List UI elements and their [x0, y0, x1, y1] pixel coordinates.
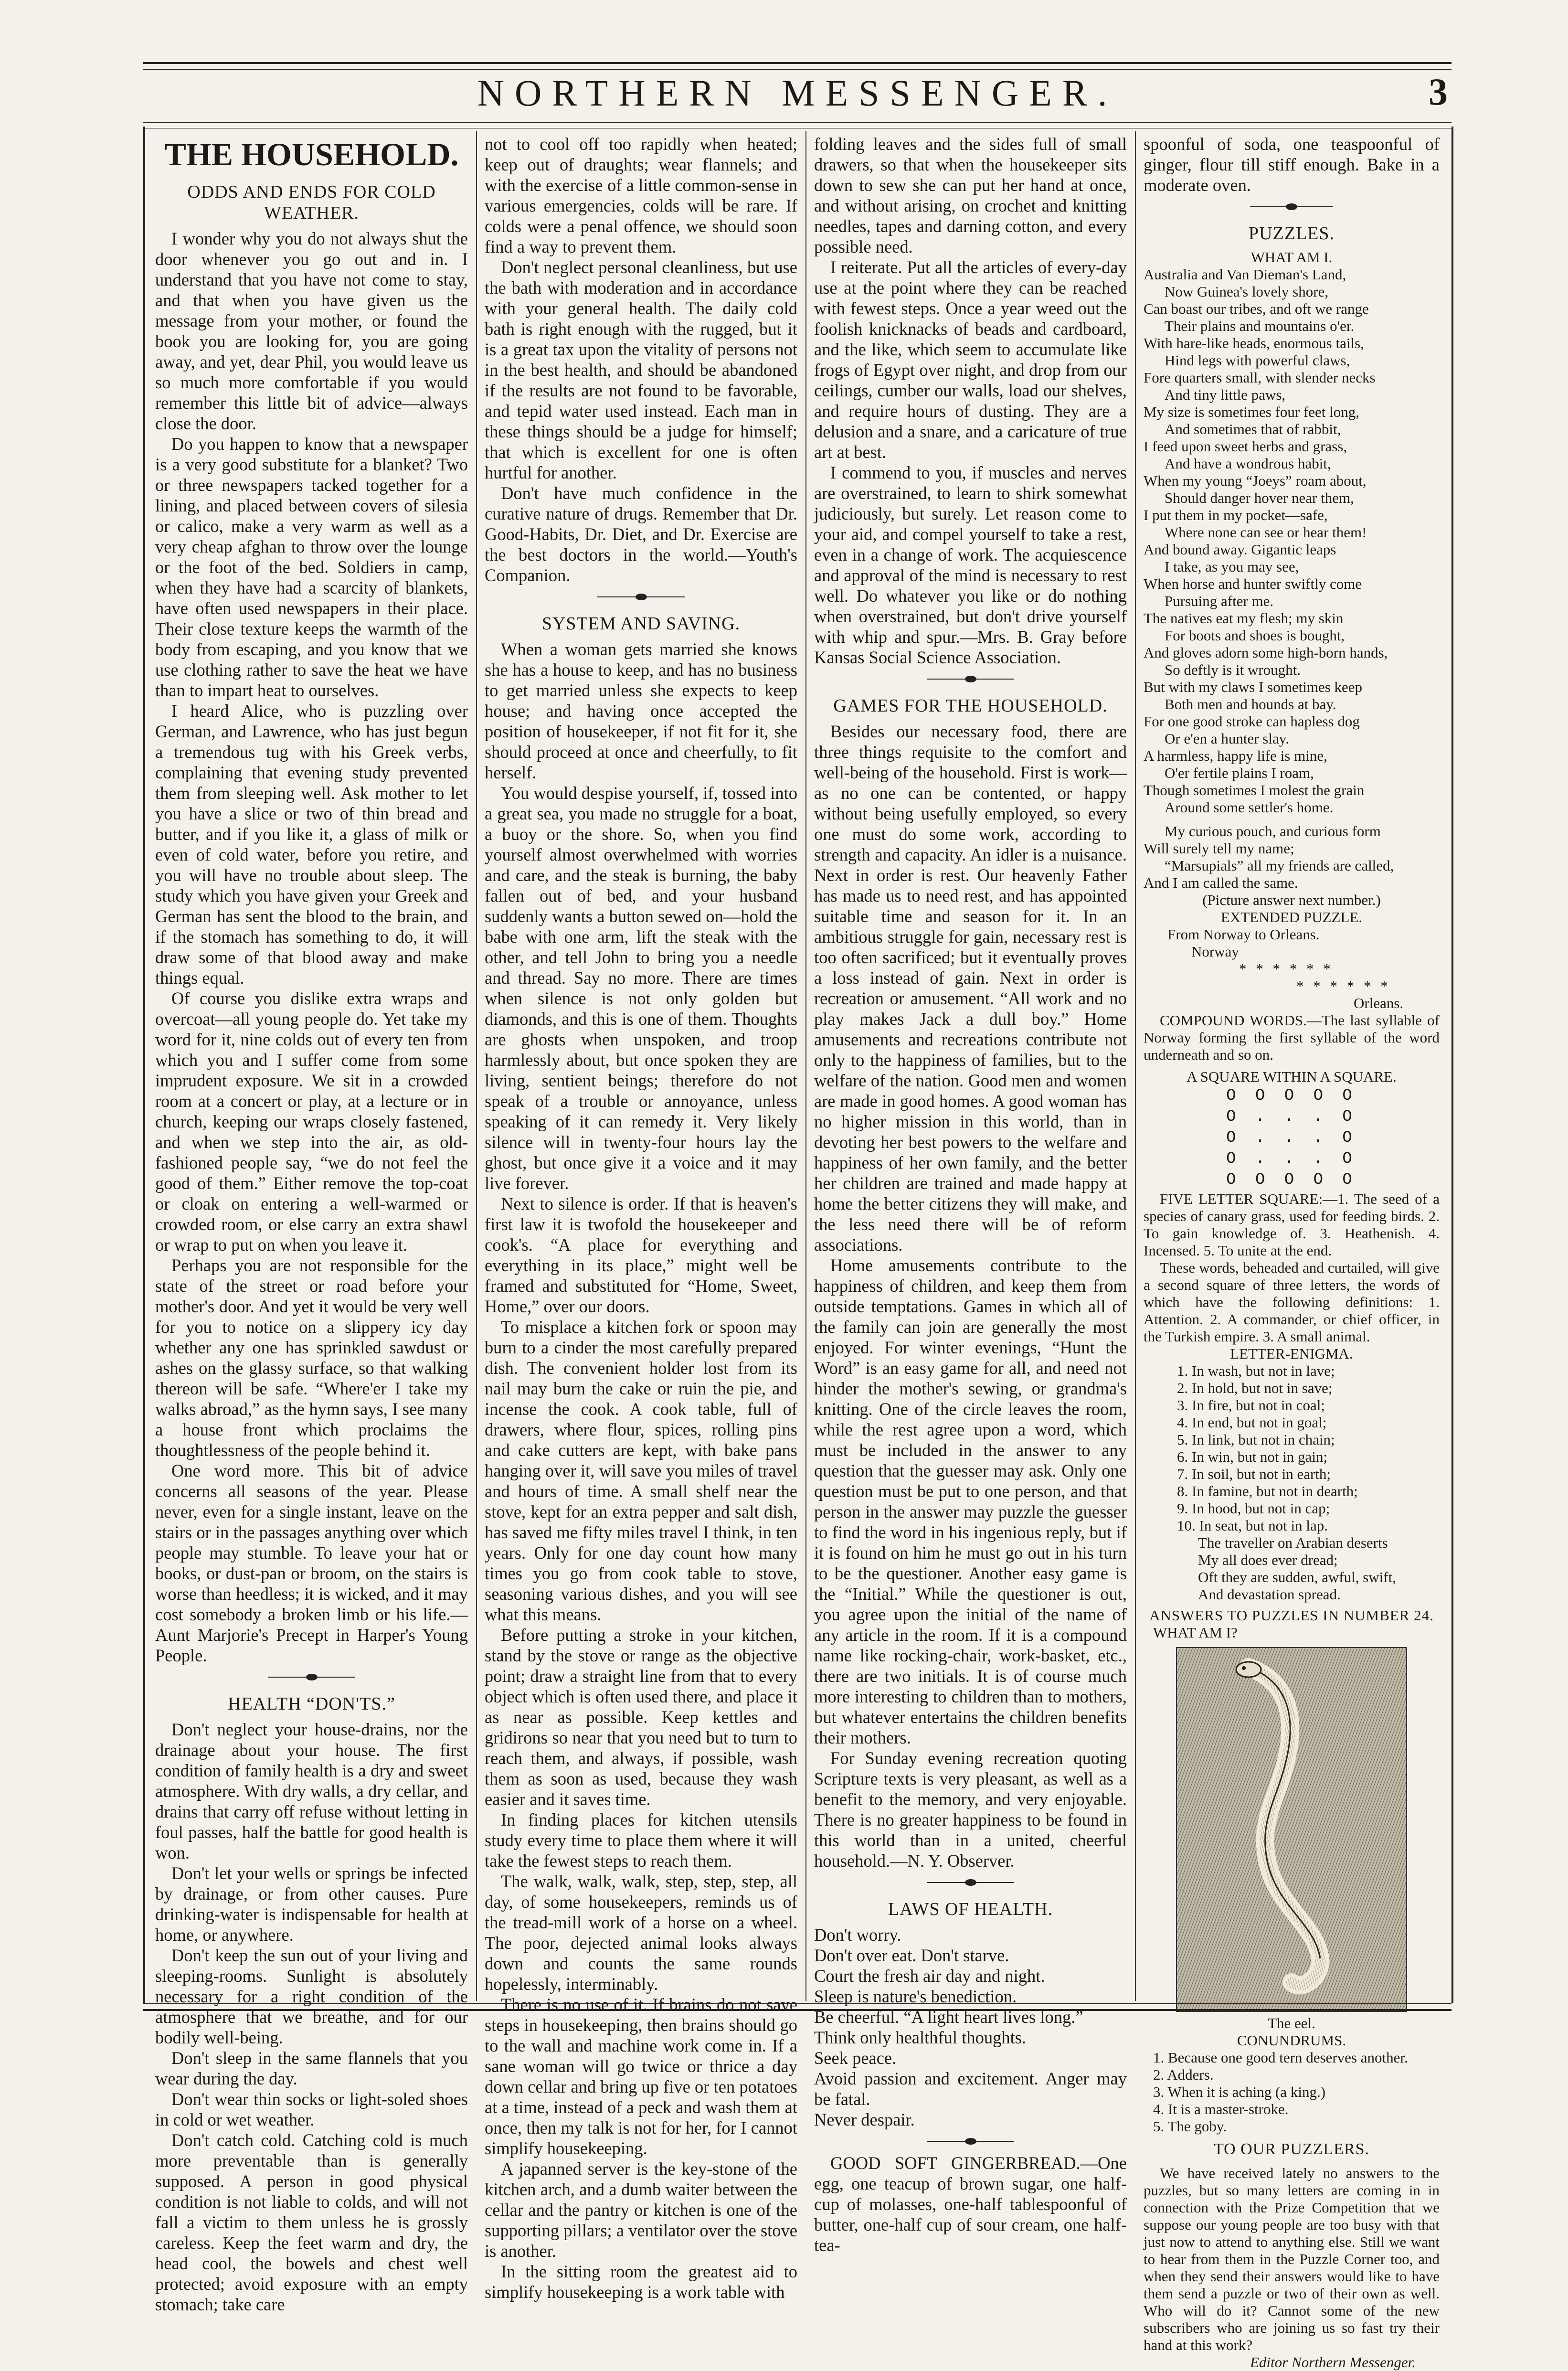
poem-line: Though sometimes I molest the grain: [1144, 782, 1365, 798]
article-heading: LAWS OF HEALTH.: [888, 1899, 1053, 1919]
puzzle-heading: WHAT AM I.: [1250, 249, 1333, 266]
poem-line: Will surely tell my name;: [1144, 840, 1294, 857]
enigma-line: The traveller on Arabian deserts: [1198, 1534, 1388, 1551]
top-rule: [143, 62, 1451, 70]
enigma-line: 9. In hood, but not in cap;: [1177, 1500, 1330, 1517]
poem-line: For boots and shoes is bought,: [1165, 627, 1345, 644]
paragraph: Home amusements contribute to the happiness of children, and keep them from outside temptations. Games in which all of the family can join are generally the most enjoyed. For winter evenings, “Hunt the Word” is an easy game for all, and need not hinder the mother's sewing, or grandma's knitting. One of the circle leaves the room, while the rest agree upon a word, which must be included in the answer to any question that the guesser may ask. Only one question must be put to one person, and that person in the answer may puzzle the guesser to find the word in his ingenious reply, but if it is found on him he must go out in his turn to be the questioner. Another easy game is the “Initial.” While the questioner is out, you agree upon the initial of the name of any article in the room. If it is a compound name like rocking-chair, work-basket, etc., there are two initials. It is of course much more interesting to children than to mothers, but whatever entertains the children benefits their mothers.: [814, 1255, 1127, 1747]
poem-line: For one good stroke can hapless dog: [1144, 713, 1360, 730]
poem-line: I feed upon sweet herbs and grass,: [1144, 438, 1347, 455]
paragraph: Don't neglect personal cleanliness, but use the bath with moderation and in accordance with your general health. The daily cold bath is right enough with the rugged, but it is a great tax upon the vitality of persons not in the best health, and should be abandoned if the results are not found to be favorable, and tepid water used instead. Each man in these things should be a judge for himself; that which is excellent for one is often hurtful for another.: [485, 257, 797, 482]
poem-line: I take, as you may see,: [1165, 558, 1299, 575]
enigma-line: 4. In end, but not in goal;: [1177, 1414, 1327, 1431]
square-row: O O O O O: [1226, 1087, 1357, 1105]
poem-line: Australia and Van Dieman's Land,: [1144, 266, 1346, 283]
puzzle-note: (Picture answer next number.): [1202, 892, 1381, 908]
poem-line: My size is sometimes four feet long,: [1144, 404, 1359, 420]
conundrum-item: 5. The goby.: [1153, 2118, 1227, 2135]
bottom-rule: [143, 2003, 1451, 2011]
puzzle-line: * * * * * *: [1239, 960, 1334, 977]
poem-line: The natives eat my flesh; my skin: [1144, 610, 1344, 627]
enigma-line: 8. In famine, but not in dearth;: [1177, 1483, 1358, 1499]
signature: Editor Northern Messenger.: [1250, 2354, 1416, 2371]
poem-line: With hare-like heads, enormous tails,: [1144, 335, 1364, 351]
poem-line: But with my claws I sometimes keep: [1144, 679, 1363, 695]
masthead-title: NORTHERN MESSENGER.: [477, 72, 1118, 114]
puzzle-heading: A SQUARE WITHIN A SQUARE.: [1187, 1068, 1397, 1085]
separator: [814, 1875, 1127, 1890]
paragraph: For Sunday evening recreation quoting Scripture texts is very pleasant, as well as a benefit to the memory, and very enjoyable. There is no greater happiness to be found in this world than in a united, cheerful household.—N. Y. Observer.: [814, 1748, 1127, 1871]
puzzle-poem: [1144, 266, 1440, 892]
poem-line: O'er fertile plains I roam,: [1165, 765, 1314, 781]
enigma-line: 1. In wash, but not in lave;: [1177, 1362, 1335, 1379]
separator: [814, 671, 1127, 687]
article-heading: GAMES FOR THE HOUSEHOLD.: [833, 696, 1108, 716]
illustration-caption: The eel.: [1268, 2015, 1315, 2031]
paragraph: Don't wear thin socks or light-soled shoes in cold or wet weather.: [155, 2089, 468, 2129]
separator: [1144, 199, 1440, 214]
poem-line: And gloves adorn some high-born hands,: [1144, 644, 1388, 661]
article-heading: ODDS AND ENDS FOR COLD WEATHER.: [187, 182, 436, 223]
poem-line: Their plains and mountains o'er.: [1165, 318, 1355, 334]
paragraph: When a woman gets married she knows she has a house to keep, and has no business to get married unless she expects to keep house; and having once accepted the position of housekeeper, if not fit for it, she should proceed at once and cheerfully, to fit herself.: [485, 639, 797, 782]
puzzle-heading: LETTER-ENIGMA.: [1230, 1345, 1353, 1362]
list-item: Court the fresh air day and night.: [814, 1966, 1045, 1986]
paragraph: I reiterate. Put all the articles of every-day use at the point where they can be reached with fewest steps. Once a year weed out the foolish knicknacks of beads and cardboard, and the like, which seem to accumulate like frogs of Egypt over night, and drop from our ceilings, cumber our walls, load our shelves, and require hours of dusting. They are a delusion and a snare, and a caricature of true art at best.: [814, 257, 1127, 462]
article-heading: TO OUR PUZZLERS.: [1213, 2140, 1370, 2158]
eel-illustration: [1176, 1647, 1407, 2012]
paragraph: Don't sleep in the same flannels that you wear during the day.: [155, 2048, 468, 2088]
paragraph: GOOD SOFT GINGERBREAD.—One egg, one teacup of brown sugar, one half-cup of molasses, one-half tablespoonful of butter, one-half cup of sour cream, one half-tea-: [814, 2153, 1127, 2255]
page-number: 3: [1429, 71, 1448, 113]
poem-line: Around some settler's home.: [1165, 799, 1334, 816]
article-heading: HEALTH “DON'TS.”: [228, 1694, 395, 1714]
puzzle-line: From Norway to Orleans.: [1167, 926, 1320, 943]
paragraph: COMPOUND WORDS.—The last syllable of Norway forming the first syllable of the word underneath and so on.: [1144, 1012, 1440, 1063]
column-1: [155, 134, 468, 2314]
poem-line: I put them in my pocket—safe,: [1144, 507, 1328, 523]
paragraph: To misplace a kitchen fork or spoon may burn to a cinder the most carefully prepared dish. The convenient holder lost from its nail may burn the cake or ruin the pie, and incense the cook. A cook table, full of drawers, where flour, spices, rolling pins and cake cutters are kept, with bake pans hanging over it, will save you miles of travel and hours of time. A small shelf near the stove, kept for an extra pepper and salt dish, has saved me fifty miles travel I think, in ten years. Only for one day count how many times you go from cook table to stove, seasoning various dishes, and you will see what this means.: [485, 1317, 797, 1624]
paragraph: Don't keep the sun out of your living and sleeping-rooms. Sunlight is absolutely necessary for a right condition of the atmosphere that we breathe, and for our bodily well-being.: [155, 1946, 468, 2047]
paragraph: Don't have much confidence in the curative nature of drugs. Remember that Dr. Good-Habits, Dr. Diet, and Dr. Exercise are the best doctors in the world.—Youth's Companion.: [485, 483, 797, 585]
list-item: Seek peace.: [814, 2048, 897, 2068]
enigma-line: 10. In seat, but not in lap.: [1177, 1517, 1328, 1534]
paragraph: spoonful of soda, one teaspoonful of ginger, flour till stiff enough. Bake in a moderate oven.: [1144, 134, 1440, 195]
separator: [485, 589, 797, 605]
separator: [155, 1669, 468, 1685]
paragraph: Perhaps you are not responsible for the state of the street or road before your mother's door. And yet it would be very well for you to notice on a slippery icy day whether any one has sprinkled sawdust or ashes on the glassy surface, so that walking thereon will be safe. “Where'er I take my walks abroad,” as the hymn says, I see many a house front which proclaims the thoughtlessness of the people behind it.: [155, 1255, 468, 1460]
poem-line: Where none can see or hear them!: [1165, 524, 1367, 541]
paragraph: Before putting a stroke in your kitchen, stand by the stove or range as the objective point; draw a straight line from that to every object which is often used there, and place it as near as possible. Keep kettles and gridirons so near that you need but to turn to reach them, and always, if possible, wash them as soon as used, because they wash easier and it saves time.: [485, 1625, 797, 1809]
paragraph: I commend to you, if muscles and nerves are overstrained, to learn to shirk somewhat judiciously, but surely. Let reason come to your aid, and compel yourself to take a rest, even in a change of work. The acquiescence and approval of the mind is necessary to rest well. Do whatever you like or do nothing when overstrained, but don't drive yourself with whip and spur.—Mrs. B. Gray before Kansas Social Science Association.: [814, 463, 1127, 667]
list-item: Sleep is nature's benediction.: [814, 1987, 1017, 2006]
paragraph: The walk, walk, walk, step, step, step, all day, of some housekeepers, reminds us of the tread-mill work of a horse on a wheel. The poor, dejected animal looks always down and counts the same rounds hopelessly, interminably.: [485, 1871, 797, 1994]
poem-line: Hind legs with powerful claws,: [1165, 352, 1350, 369]
paragraph: Next to silence is order. If that is heaven's first law it is twofold the housekeeper and cook's. “A place for everything and everything in its place,” might well be framed and substituted for “Home, Sweet, Home,” over our doors.: [485, 1194, 797, 1316]
poem-line: And tiny little paws,: [1165, 386, 1286, 403]
poem-line: Should danger hover near them,: [1165, 489, 1354, 506]
paragraph: Besides our necessary food, there are three things requisite to the comfort and well-being of the household. First is work—as no one can be contented, or happy without being usefully employed, so every one must do some work, according to strength and capacity. An idler is a nuisance. Next in order is rest. Our heavenly Father has made us to need rest, and has appointed suitable time and season for it. In an ambitious struggle for gain, necessary rest is too often sacrificed; but it eventually proves a loss instead of gain. Next in order is recreation or amusement. “All work and no play makes Jack a dull boy.” Home amusements and recreations contribute not only to the happiness of families, but to the welfare of the nation. Good men and women are made in good homes. A good woman has no higher mission in this world, than in devoting her best powers to the welfare and happiness of her own family, and the better her children are trained and made happy at home the better citizens they will make, and the less need there will be of reform associations.: [814, 722, 1127, 1255]
paragraph: There is no use of it. If brains do not save steps in housekeeping, then brains should go to the wall and machine work come in. If a sane woman will go twice or thrice a day down cellar and bring up five or ten potatoes at a time, instead of a peck and wash them at once, then my talk is not for her, for I cannot simplify housekeeping.: [485, 1995, 797, 2158]
poem-line: Pursuing after me.: [1165, 593, 1274, 609]
poem-line: [1144, 816, 1440, 823]
paragraph: Don't catch cold. Catching cold is much more preventable than is generally supposed. A person in good physical condition is not liable to colds, and will not fall a victim to them unless he is grossly careless. Keep the feet warm and dry, the head cool, the bowels and chest well protected; avoid exposure with an empty stomach; take care: [155, 2130, 468, 2314]
enigma-lines: [1144, 1362, 1440, 1603]
poem-line: Now Guinea's lovely shore,: [1165, 283, 1329, 300]
column-3: [814, 134, 1127, 2255]
poem-line: And sometimes that of rabbit,: [1165, 421, 1341, 437]
paragraph: In the sitting room the greatest aid to simplify housekeeping is a work table with: [485, 2262, 797, 2302]
poem-line: When horse and hunter swiftly come: [1144, 575, 1362, 592]
poem-line: Can boast our tribes, and oft we range: [1144, 300, 1369, 317]
column-4: [1144, 134, 1440, 2371]
paragraph: Don't let your wells or springs be infected by drainage, or from other causes. Pure drinking-water is indispensable for health at home, or anywhere.: [155, 1863, 468, 1945]
square-row: O . . . O: [1226, 1108, 1357, 1126]
paragraph: folding leaves and the sides full of small drawers, so that when the housekeeper sits down to sew she can put her hand at once, and without arising, on crochet and knitting needles, tapes and darning cotton, and every possible need.: [814, 134, 1127, 256]
article-heading: PUZZLES.: [1248, 223, 1335, 244]
list-item: Don't worry.: [814, 1925, 901, 1945]
list-item: Never despair.: [814, 2110, 915, 2129]
poem-line: And bound away. Gigantic leaps: [1144, 541, 1336, 558]
column-divider: [805, 131, 806, 2001]
article-heading: SYSTEM AND SAVING.: [541, 614, 741, 634]
poem-line: And have a wondrous habit,: [1165, 455, 1331, 472]
poem-line: When my young “Joeys” roam about,: [1144, 472, 1367, 489]
poem-line: Both men and hounds at bay.: [1165, 696, 1336, 712]
poem-line: Or e'en a hunter slay.: [1165, 730, 1289, 747]
paragraph: I wonder why you do not always shut the door whenever you go out and in. I understand that you have not come to stay, and that when you have given us the message from your mother, or found the book you are looking for, you are going away, and yet, dear Phil, you would leave us so much more comfortable if you would remember this little bit of advice—always close the door.: [155, 229, 468, 433]
enigma-line: 5. In link, but not in chain;: [1177, 1431, 1335, 1448]
poem-line: So deftly is it wrought.: [1165, 661, 1301, 678]
paragraph: Of course you dislike extra wraps and overcoat—all young people do. Yet take my word for it, nine colds out of every ten from which you and I suffer come from some imprudent exposure. We sit in a crowded room at a concert or play, at a lecture or in church, keeping our wraps closely fastened, and when we step into the air, as old-fashioned people say, “we do not feel the good of them.” Either remove the top-coat or cloak on entering a well-warmed or crowded room, or else carry an extra shawl or wrap to put on when you leave it.: [155, 989, 468, 1255]
paragraph: Don't neglect your house-drains, nor the drainage about your house. The first condition of family health is a dry and sweet atmosphere. With dry walls, a dry cellar, and drains that carry off refuse without letting in foul passes, half the battle for good health is won.: [155, 1720, 468, 1862]
separator: [814, 2134, 1127, 2149]
poem-line: And I am called the same.: [1144, 874, 1298, 891]
list-item: Don't over eat. Don't starve.: [814, 1946, 1009, 1965]
paragraph: You would despise yourself, if, tossed into a great sea, you made no struggle for a boat, a buoy or the shore. So, when you find yourself almost overwhelmed with worries and care, and the steak is burning, the baby fallen out of bed, and your husband suddenly wants a button sewed on—hold the babe with one arm, lift the steak with the other, and tell John to bring you a needle and thread. Say no more. There are times when silence is not only golden but diamonds, and this is one of them. Thoughts are ghosts when unspoken, and troop harmlessly about, but once spoken they are living, sentient beings; therefore do not speak of a trouble or annoyance, unless speaking of it can remedy it. Very likely silence will in twenty-four hours lay the ghost, but once give it a voice and it may live forever.: [485, 783, 797, 1193]
poem-line: My curious pouch, and curious form: [1165, 823, 1381, 840]
puzzle-line: Orleans.: [1354, 995, 1404, 1011]
list-item: Think only healthful thoughts.: [814, 2028, 1027, 2047]
paragraph: We have received lately no answers to the puzzles, but so many letters are coming in in connection with the Prize Competition that we suppose our young people are too busy with that just now to attend to anything else. Still we want to hear from them in the Puzzle Corner too, and when they send their answers would like to have them send a puzzle or two of their own as well. Who will do it? Cannot some of the new subscribers who are joining us so fast try their hand at this work?: [1144, 2165, 1440, 2353]
conundrum-item: 4. It is a master-stroke.: [1153, 2101, 1289, 2117]
paragraph: not to cool off too rapidly when heated; keep out of draughts; wear flannels; and with the exercise of a little common-sense in various emergencies, colds will be rare. If colds were a penal offence, we should soon find a way to prevent them.: [485, 134, 797, 256]
paragraph: These words, beheaded and curtailed, will give a second square of three letters, the words of which have the following definitions: 1. Attention. 2. A commander, or chief officer, in the Turkish empire. 3. A small animal.: [1144, 1259, 1440, 1345]
conundrum-item: 2. Adders.: [1153, 2066, 1214, 2083]
puzzle-heading: WHAT AM I?: [1153, 1624, 1238, 1641]
enigma-line: 6. In win, but not in gain;: [1177, 1448, 1328, 1465]
enigma-line: 2. In hold, but not in save;: [1177, 1380, 1333, 1396]
column-divider: [476, 131, 477, 2001]
square-row: O . . . O: [1226, 1150, 1357, 1168]
masthead: [143, 72, 1451, 124]
paragraph: I heard Alice, who is puzzling over German, and Lawrence, who has just begun a tremendous tug with his Greek verbs, complaining that evening study prevented them from sleeping well. Ask mother to let you have a slice or two of thin bread and butter, and if you like it, a glass of milk or even of cold water, before you retire, and you will have no trouble about sleep. The study which you have given your Greek and German has sent the blood to the brain, and if the stomach has something to do, it will draw some of that blood away and make things equal.: [155, 701, 468, 988]
poem-line: “Marsupials” all my friends are called,: [1165, 857, 1394, 874]
conundrum-item: 1. Because one good tern deserves another.: [1153, 2049, 1408, 2066]
list-item: Avoid passion and excitement. Anger may be fatal.: [814, 2069, 1127, 2109]
column-divider: [1135, 131, 1136, 2001]
paragraph: FIVE LETTER SQUARE:—1. The seed of a species of canary grass, used for feeding birds. 2. To gain knowledge of. 3. Heathenish. 4. Incensed. 5. To unite at the end.: [1144, 1191, 1440, 1259]
enigma-line: 3. In fire, but not in coal;: [1177, 1397, 1325, 1414]
paragraph: Do you happen to know that a newspaper is a very good substitute for a blanket? Two or three newspapers tacked together for a lining, and placed between covers of silesia or calico, make a very warm as well as a very cheap afghan to throw over the lounge or the foot of the bed. Soldiers in camp, when they have had a scarcity of blankets, have often used newspapers in their place. Their close texture keeps the warmth of the body from escaping, and you know that we use clothing rather to save the heat we have than to impart heat to ourselves.: [155, 434, 468, 700]
puzzle-line: * * * * * *: [1296, 978, 1391, 994]
puzzle-line: Norway: [1191, 943, 1239, 960]
puzzle-heading: CONUNDRUMS.: [1237, 2032, 1346, 2049]
list-item: Be cheerful. “A light heart lives long.”: [814, 2007, 1083, 2027]
enigma-line: 7. In soil, but not in earth;: [1177, 1466, 1331, 1482]
enigma-line: And devastation spread.: [1198, 1586, 1341, 1603]
section-title: THE HOUSEHOLD.: [164, 136, 459, 172]
square-row: O . . . O: [1226, 1129, 1357, 1147]
paragraph: In finding places for kitchen utensils study every time to place them where it will take the fewest steps to reach them.: [485, 1810, 797, 1871]
column-2: [485, 134, 797, 2302]
poem-line: Fore quarters small, with slender necks: [1144, 369, 1376, 386]
conundrum-item: 3. When it is aching (a king.): [1153, 2084, 1326, 2100]
eel-engraving: [1177, 1648, 1406, 2011]
enigma-line: Oft they are sudden, awful, swift,: [1198, 1569, 1396, 1585]
poem-line: A harmless, happy life is mine,: [1144, 747, 1327, 764]
paragraph: One word more. This bit of advice concerns all seasons of the year. Please never, even for a single instant, leave on the stairs or in the passages anything over which people may stumble. To leave your hat or books, or dust-pan or broom, on the stairs is worse than heedless; it is wicked, and it may cost somebody a broken limb or his life.—Aunt Marjorie's Precept in Harper's Young People.: [155, 1461, 468, 1665]
square-row: O O O O O: [1226, 1171, 1357, 1189]
answers-heading: ANSWERS TO PUZZLES IN NUMBER 24.: [1149, 1607, 1434, 1624]
puzzle-heading: EXTENDED PUZZLE.: [1220, 909, 1363, 925]
laws-list: [814, 1924, 1127, 2130]
paragraph: A japanned server is the key-stone of the kitchen arch, and a dumb waiter between the cellar and the pantry or kitchen is one of the supporting pillars; a ventilator over the stove is another.: [485, 2159, 797, 2261]
enigma-line: My all does ever dread;: [1198, 1552, 1338, 1568]
